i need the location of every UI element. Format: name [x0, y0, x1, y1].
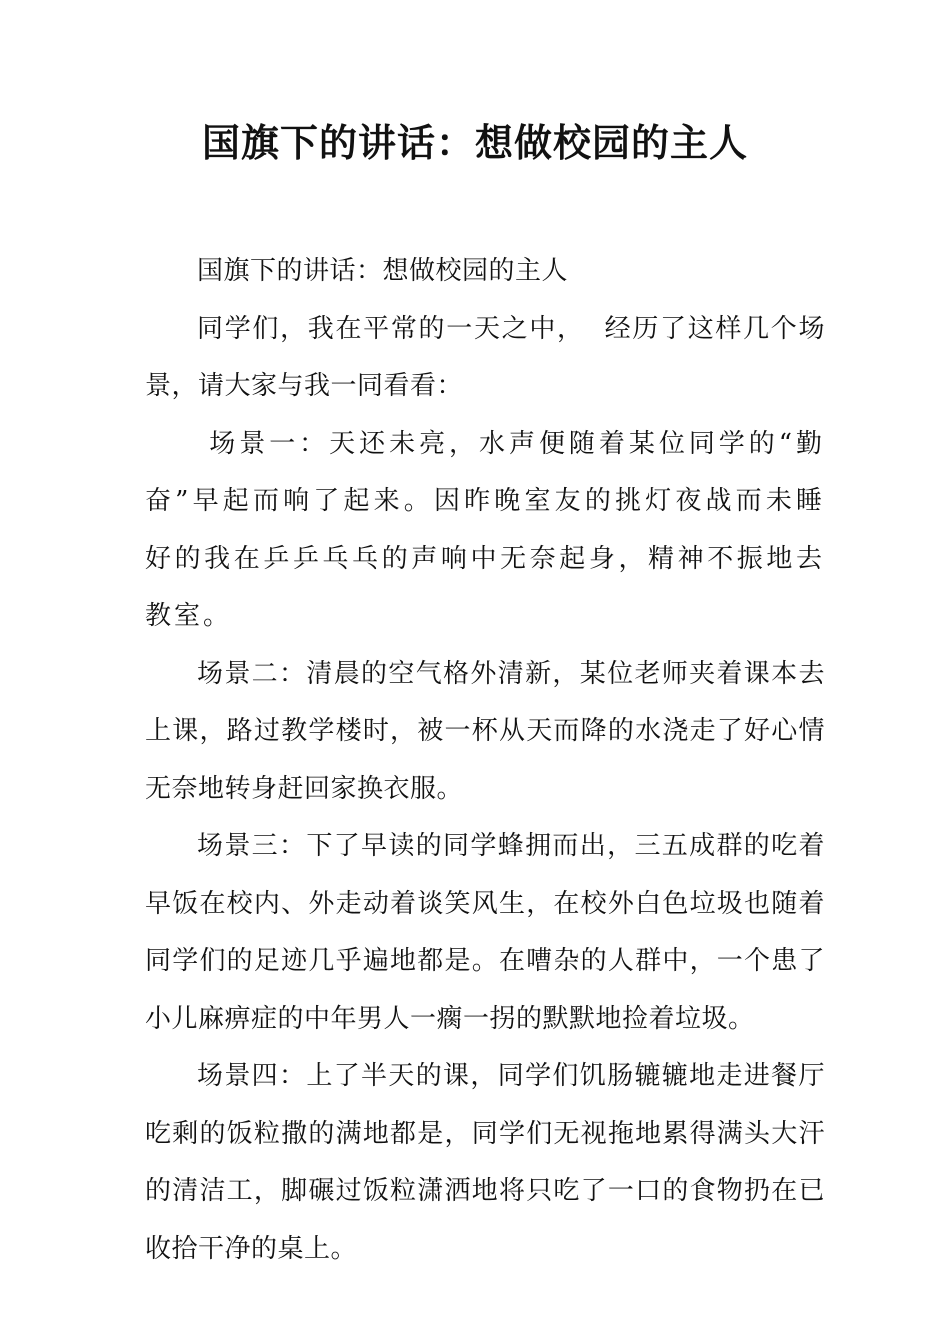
paragraph-scene-two: 场景二：清晨的空气格外清新，某位老师夹着课本去上课，路过教学楼时，被一杯从天而降的水浇走了好心情无奈地转身赶回家换衣服。 [145, 658, 825, 804]
paragraph-intro: 同学们，我在平常的一天之中， 经历了这样几个场景，请大家与我一同看看： [145, 313, 825, 401]
document-body [145, 243, 825, 1278]
paragraph-heading-repeat: 国旗下的讲话：想做校园的主人 [197, 256, 569, 286]
document-title: 国旗下的讲话：想做校园的主人 [201, 120, 748, 165]
paragraph-scene-one: 场景一：天还未亮，水声便随着某位同学的“勤奋”早起而响了起来。因昨晚室友的挑灯夜战而未睡好的我在乒乒乓乓的声响中无奈起身，精神不振地去教室。 [145, 428, 826, 631]
paragraph-scene-three: 场景三：下了早读的同学蜂拥而出，三五成群的吃着早饭在校内、外走动着谈笑风生，在校外白色垃圾也随着同学们的足迹几乎遍地都是。在嘈杂的人群中，一个患了小儿麻痹症的中年男人一瘸一拐的默默地捡着垃圾。 [145, 831, 825, 1034]
paragraph-scene-four: 场景四：上了半天的课，同学们饥肠辘辘地走进餐厅吃剩的饭粒撒的满地都是，同学们无视拖地累得满头大汗的清洁工，脚碾过饭粒潇洒地将只吃了一口的食物扔在已收拾干净的桌上。 [145, 1061, 825, 1264]
